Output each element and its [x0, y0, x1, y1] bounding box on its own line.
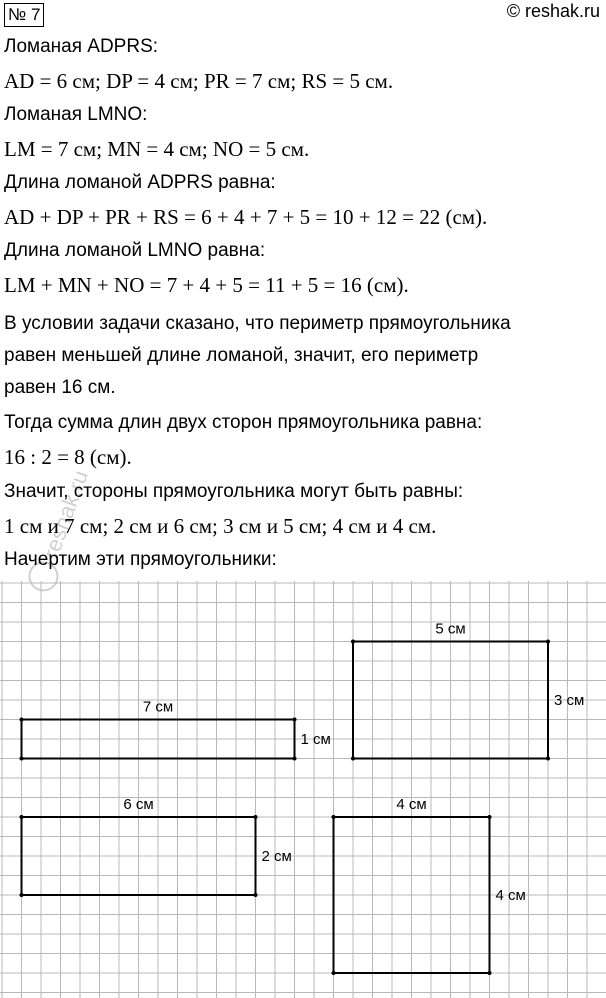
site-copyright: © reshak.ru [506, 1, 600, 21]
rectangle-width-label: 6 см [123, 796, 154, 813]
rectangle-vertex [20, 815, 24, 819]
rectangle-height-label: 2 см [261, 848, 292, 865]
condition-line-2: равен меньшей длине ломаной, значит, его периметр [4, 345, 479, 366]
rectangle-vertex [488, 971, 492, 975]
rectangle-vertex [351, 640, 355, 644]
sum-title: Тогда сумма длин двух сторон прямоугольника равна: [4, 412, 483, 433]
problem-number: № 7 [4, 3, 44, 27]
rectangle-vertex [546, 757, 550, 761]
sum-calc: 16 : 2 = 8 (см). [4, 445, 132, 469]
rectangle-vertex [546, 640, 550, 644]
rectangle-height-label: 3 см [554, 692, 585, 709]
header [0, 0, 606, 34]
rectangle-vertex [351, 757, 355, 761]
condition-line-1: В условии задачи сказано, что периметр прямоугольника [4, 313, 511, 334]
rectangle-vertex [254, 815, 258, 819]
sides-list: 1 см и 7 см; 2 см и 6 см; 3 см и 5 см; 4 см и 4 см. [4, 514, 437, 538]
draw-title: Начертим эти прямоугольники: [4, 549, 277, 570]
grid-drawing [0, 581, 606, 998]
rectangle-vertex [332, 815, 336, 819]
rectangle-vertex [254, 893, 258, 897]
rectangle-width-label: 7 см [142, 698, 174, 716]
grid-canvas [0, 581, 606, 998]
polyline1-segments: AD = 6 см; DP = 4 см; PR = 7 см; RS = 5 см. [4, 69, 394, 93]
rectangle-width-label: 5 см [435, 620, 466, 638]
condition-line-3: равен 16 см. [4, 377, 116, 398]
rectangle-height-label: 4 см [495, 887, 526, 904]
rectangle-1 [20, 699, 331, 761]
rectangle-vertex [20, 718, 24, 722]
polyline1-title [4, 34, 158, 60]
rectangle-vertex [488, 815, 492, 819]
polyline2-segments: LM = 7 см; MN = 4 см; NO = 5 см. [4, 137, 310, 161]
grid-lines [0, 581, 606, 998]
length1-title: Длина ломаной ADPRS равна: [4, 172, 276, 193]
rectangle-vertex [293, 757, 297, 761]
length2-calc: LM + MN + NO = 7 + 4 + 5 = 11 + 5 = 16 (см). [4, 273, 409, 297]
rectangle-vertex [332, 971, 336, 975]
length2-title: Длина ломаной LMNO равна: [4, 240, 266, 261]
rectangle-4 [332, 796, 526, 975]
polyline1-title-text: Ломаная ADPRS: [4, 36, 159, 57]
sides-title: Значит, стороны прямоугольника могут быть равны: [4, 481, 464, 502]
length1-calc: AD + DP + PR + RS = 6 + 4 + 7 + 5 = 10 + 12 = 22 (см). [4, 205, 488, 229]
rectangle-vertex [20, 757, 24, 761]
rectangle-width-label: 4 см [396, 796, 427, 813]
rectangle-height-label: 1 см [300, 731, 331, 748]
polyline2-title: Ломаная LMNO: [4, 104, 148, 125]
rectangle-vertex [293, 718, 297, 722]
rectangle-vertex [20, 893, 24, 897]
watermark-text: reshak.ru [38, 466, 93, 562]
